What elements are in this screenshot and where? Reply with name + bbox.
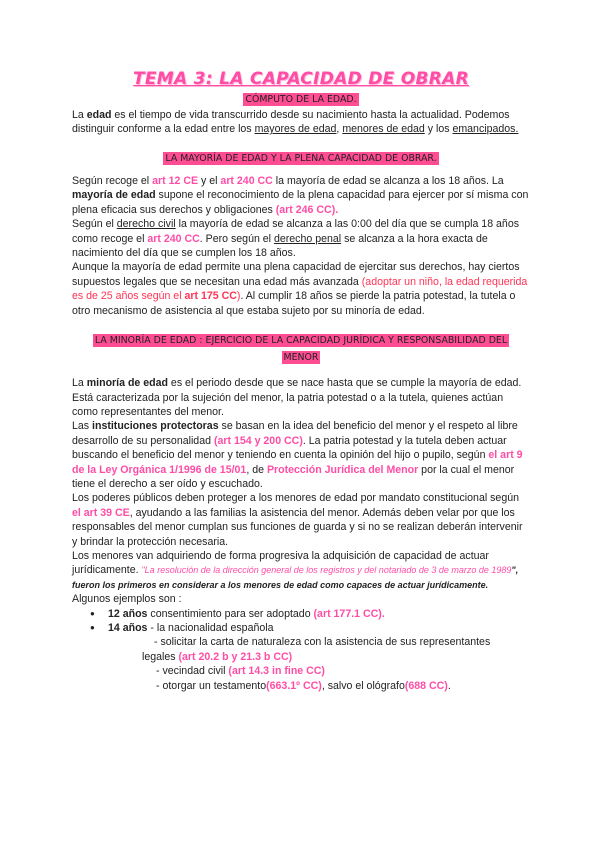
paragraph-mayoria-1: Según recoge el art 12 CE y el art 240 CC la mayoría de edad se alcanza a los 18 años. La mayoría de edad supone el reconocimiento de la plena capacidad para ejercer por sí misma con plena eficacia sus derechos y obligaciones (art 246 CC). bbox=[72, 175, 529, 216]
paragraph-edad: La edad es el tiempo de vida transcurrido desde su nacimiento hasta la actualidad. Podemos distinguir conforme a la edad entre los mayores de edad, menores de edad y los emancipados. bbox=[72, 108, 519, 136]
section-heading-minoria: LA MINORÍA DE EDAD : EJERCICIO DE LA CAPACIDAD JURÍDICA Y RESPONSABILIDAD DEL MENOR bbox=[94, 335, 508, 364]
sub-item-carta: - solicitar la carta de naturaleza con la asistencia de sus representantes bbox=[154, 636, 491, 649]
document-page bbox=[72, 69, 530, 693]
paragraph-poderes-publicos: Los poderes públicos deben proteger a los menores de edad por mandato constitucional según el art 39 CE, ayudando a las familias la asistencia del menor. Además deben velar por que los responsables del menor cumplan sus funciones de guarda y si no se realizan deberán intervenir y brindar la protección necesaria. bbox=[72, 492, 523, 548]
list-item: ● 14 años - la nacionalidad española bbox=[108, 621, 530, 635]
examples-intro: Algunos ejemplos son : bbox=[72, 593, 182, 606]
sub-item-legales: legales (art 20.2 b y 21.3 b CC) bbox=[142, 650, 293, 663]
sub-item-testamento: - otorgar un testamento(663.1º CC), salvo el ológrafo(688 CC). bbox=[156, 679, 451, 692]
paragraph-mayoria-3: Aunque la mayoría de edad permite una plena capacidad de ejercitar sus derechos, hay ciertos supuestos legales que se necesitan una edad más avanzada (adoptar un niño, la edad requerida es de 25 años según el art 175 CC). Al cumplir 18 años se pierde la patria potestad, la tutela o otro mecanismo de asistencia al que estaba sujeto por su minoría de edad. bbox=[72, 261, 528, 317]
examples-list bbox=[72, 607, 530, 636]
list-item: ● 12 años consentimiento para ser adoptado (art 177.1 CC). bbox=[108, 607, 530, 621]
paragraph-instituciones: Las instituciones protectoras se basan en la idea del beneficio del menor y el respeto al libre desarrollo de su personalidad (art 154 y 200 CC). La patria potestad y la tutela deben actuar buscando el beneficio del menor y teniendo en cuenta la opinión del hijo o pupilo, según el art 9 de la Ley Orgánica 1/1996 de 15/01, de Protección Jurídica del Menor por la cual el menor tiene el derecho a ser oído y escuchado. bbox=[72, 420, 523, 490]
paragraph-minoria-1: La minoría de edad es el periodo desde que se nace hasta que se cumple la mayoría de edad. Está caracterizada por la sujeción del menor, la patria potestad o a la tutela, quienes actúan como representantes del menor. bbox=[72, 377, 522, 418]
paragraph-mayoria-2: Según el derecho civil la mayoría de edad se alcanza a las 0:00 del día que se cumpla 18 años como recoge el art 240 CC. Pero según el derecho penal se alcanza a la hora exacta de nacimiento del día que se cumplen los 18 años. bbox=[72, 218, 520, 260]
page-title: TEMA 3: LA CAPACIDAD DE OBRAR bbox=[132, 69, 469, 89]
section-heading-mayoria: LA MAYORÍA DE EDAD Y LA PLENA CAPACIDAD DE OBRAR. bbox=[165, 152, 437, 164]
section-heading-computo: CÓMPUTO DE LA EDAD. bbox=[245, 94, 357, 106]
paragraph-progresiva: Los menores van adquiriendo de forma progresiva la adquisición de capacidad de actuar jurídicamente. "La resolución de la dirección general de los registros y del notariado de 3 de marzo de 1989", fueron los primeros en considerar a los menores de edad como capaces de actuar jurídicamente. bbox=[72, 549, 519, 590]
sub-item-vecindad: - vecindad civil (art 14.3 in fine CC) bbox=[156, 665, 325, 678]
